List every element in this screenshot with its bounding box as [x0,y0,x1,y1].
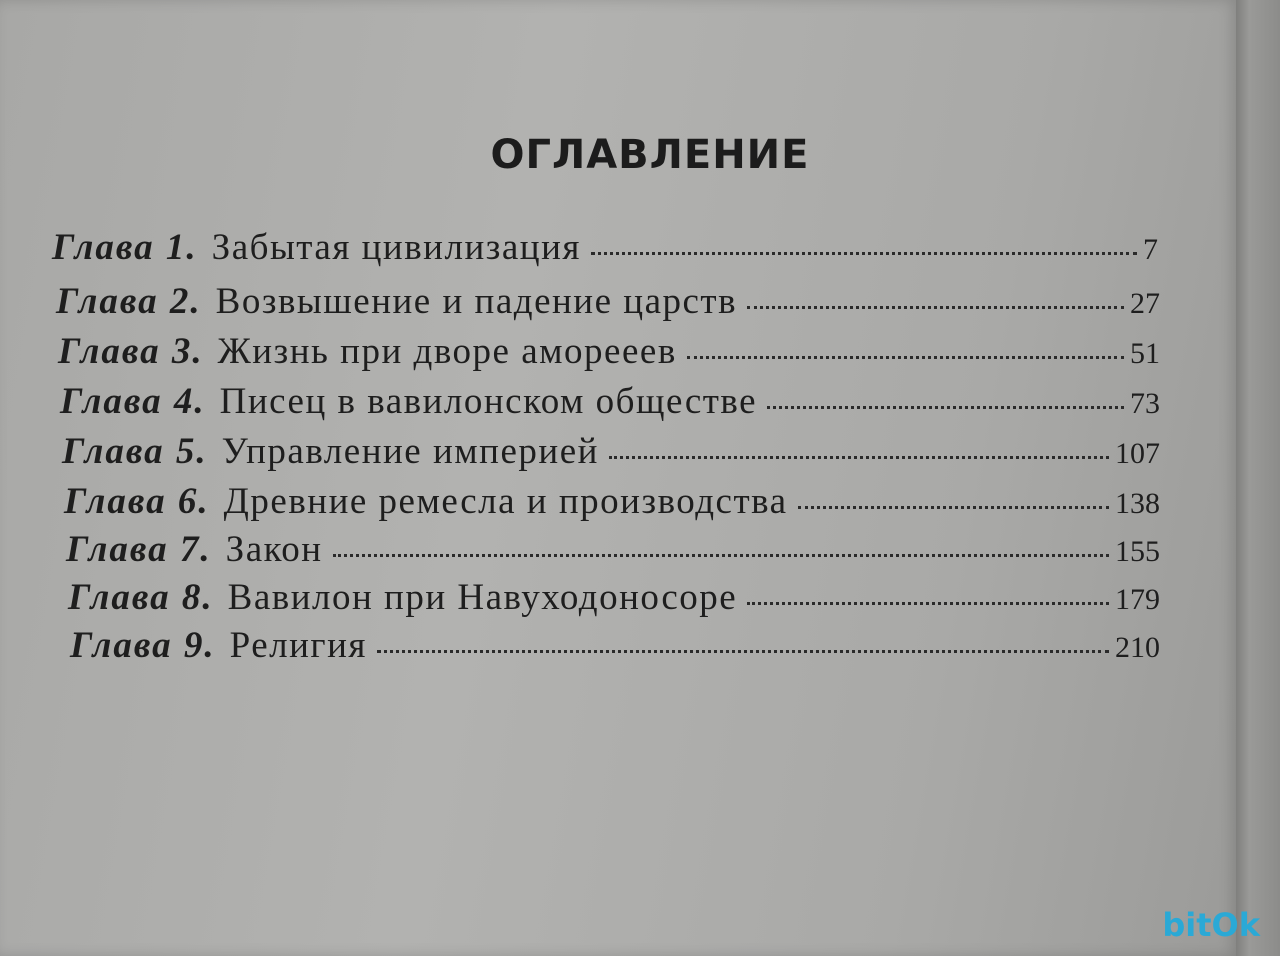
chapter-number: Глава 4. [60,381,206,422]
chapter-title: Закон [225,529,323,570]
toc-heading: ОГЛАВЛЕНИЕ [490,132,810,178]
chapter-number: Глава 3. [58,331,204,372]
chapter-number: Глава 7. [66,529,212,570]
chapter-title: Возвышение и падение царств [215,281,738,322]
chapter-number: Глава 6. [64,481,210,522]
chapter-number: Глава 1. [52,227,198,268]
chapter-title: Жизнь при дворе аморееев [217,331,677,372]
toc-entry-9 [70,624,1160,667]
toc-entry-2 [56,280,1160,323]
toc-entry-1 [52,226,1158,269]
page-number: 51 [1130,337,1160,370]
toc-entry-4 [60,380,1160,423]
page-number: 7 [1143,233,1158,266]
chapter-title: Древние ремесла и производства [223,481,788,522]
page-number: 179 [1115,583,1160,616]
dot-leader [767,406,1124,409]
chapter-number: Глава 9. [70,625,216,666]
page-number: 27 [1130,287,1160,320]
chapter-title: Вавилон при Навуходоносоре [227,577,738,618]
dot-leader [333,554,1109,557]
page-number: 107 [1115,437,1160,470]
chapter-number: Глава 8. [68,577,214,618]
dot-leader [747,602,1109,605]
page-number: 73 [1130,387,1160,420]
toc-entry-7 [66,528,1160,571]
dot-leader [798,506,1109,509]
chapter-title: Писец в вавилонском обществе [219,381,758,422]
watermark-logo: bitOk [1162,906,1260,944]
dot-leader [377,650,1109,653]
page-number: 155 [1115,535,1160,568]
page-number: 138 [1115,487,1160,520]
chapter-title: Религия [229,625,367,666]
chapter-title: Управление империей [221,431,599,472]
dot-leader [609,456,1109,459]
toc-entry-5 [62,430,1160,473]
chapter-number: Глава 2. [56,281,202,322]
page-number: 210 [1115,631,1160,664]
chapter-number: Глава 5. [62,431,208,472]
toc-entry-3 [58,330,1160,373]
dot-leader [747,306,1124,309]
toc-entry-8 [68,576,1160,619]
dot-leader [591,252,1137,255]
chapter-title: Забытая цивилизация [211,227,581,268]
toc-entry-6 [64,480,1160,523]
dot-leader [687,356,1124,359]
